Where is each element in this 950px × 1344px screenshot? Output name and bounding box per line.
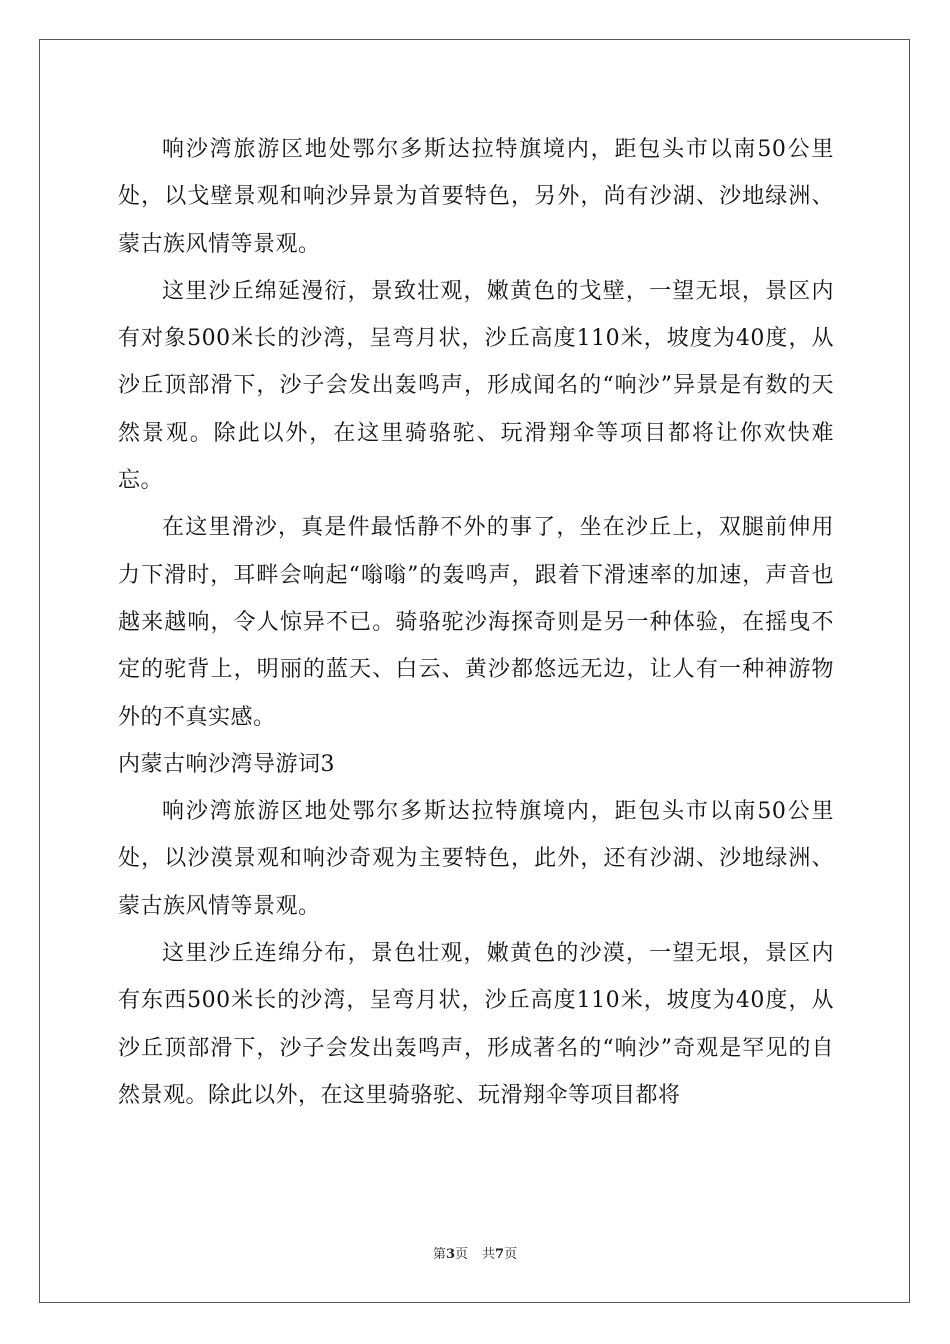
paragraph: 响沙湾旅游区地处鄂尔多斯达拉特旗境内，距包头市以南50公里处，以戈壁景观和响沙异景为首要特色，另外，尚有沙湖、沙地绿洲、蒙古族风情等景观。 [118,137,834,257]
page-label-prefix: 第 [432,1247,446,1262]
total-label-suffix: 页 [504,1247,518,1262]
paragraph: 这里沙丘连绵分布，景色壮观，嫩黄色的沙漠，一望无垠，景区内有东西500米长的沙湾，呈弯月状，沙丘高度110米，坡度为40度，从沙丘顶部滑下，沙子会发出轰鸣声，形成著名的“响沙”奇观是罕见的自然景观。除此以外，在这里骑骆驼、玩滑翔伞等项目都将 [118,941,834,1108]
section-title: 内蒙古响沙湾导游词3 [118,751,335,777]
document-body [118,126,834,1119]
page-label-suffix: 页 [454,1247,468,1262]
paragraph: 在这里滑沙，真是件最恬静不外的事了，坐在沙丘上，双腿前伸用力下滑时，耳畔会响起“嗡嗡”的轰鸣声，跟着下滑速率的加速，声音也越来越响，令人惊异不已。骑骆驼沙海探奇则是另一种体验，在摇曳不定的驼背上，明丽的蓝天、白云、黄沙都悠远无边，让人有一种神游物外的不真实感。 [118,515,834,730]
total-label-prefix: 共 [482,1247,496,1262]
page-footer [0,1247,950,1263]
total-page-number: 7 [495,1247,505,1262]
paragraph: 响沙湾旅游区地处鄂尔多斯达拉特旗境内，距包头市以南50公里处，以沙漠景观和响沙奇观为主要特色，此外，还有沙湖、沙地绿洲、蒙古族风情等景观。 [118,799,834,919]
current-page-number: 3 [445,1247,455,1262]
paragraph: 这里沙丘绵延漫衍，景致壮观，嫩黄色的戈壁，一望无垠，景区内有对象500米长的沙湾，呈弯月状，沙丘高度110米，坡度为40度，从沙丘顶部滑下，沙子会发出轰鸣声，形成闻名的“响沙”异景是有数的天然景观。除此以外，在这里骑骆驼、玩滑翔伞等项目都将让你欢快难忘。 [118,278,834,494]
